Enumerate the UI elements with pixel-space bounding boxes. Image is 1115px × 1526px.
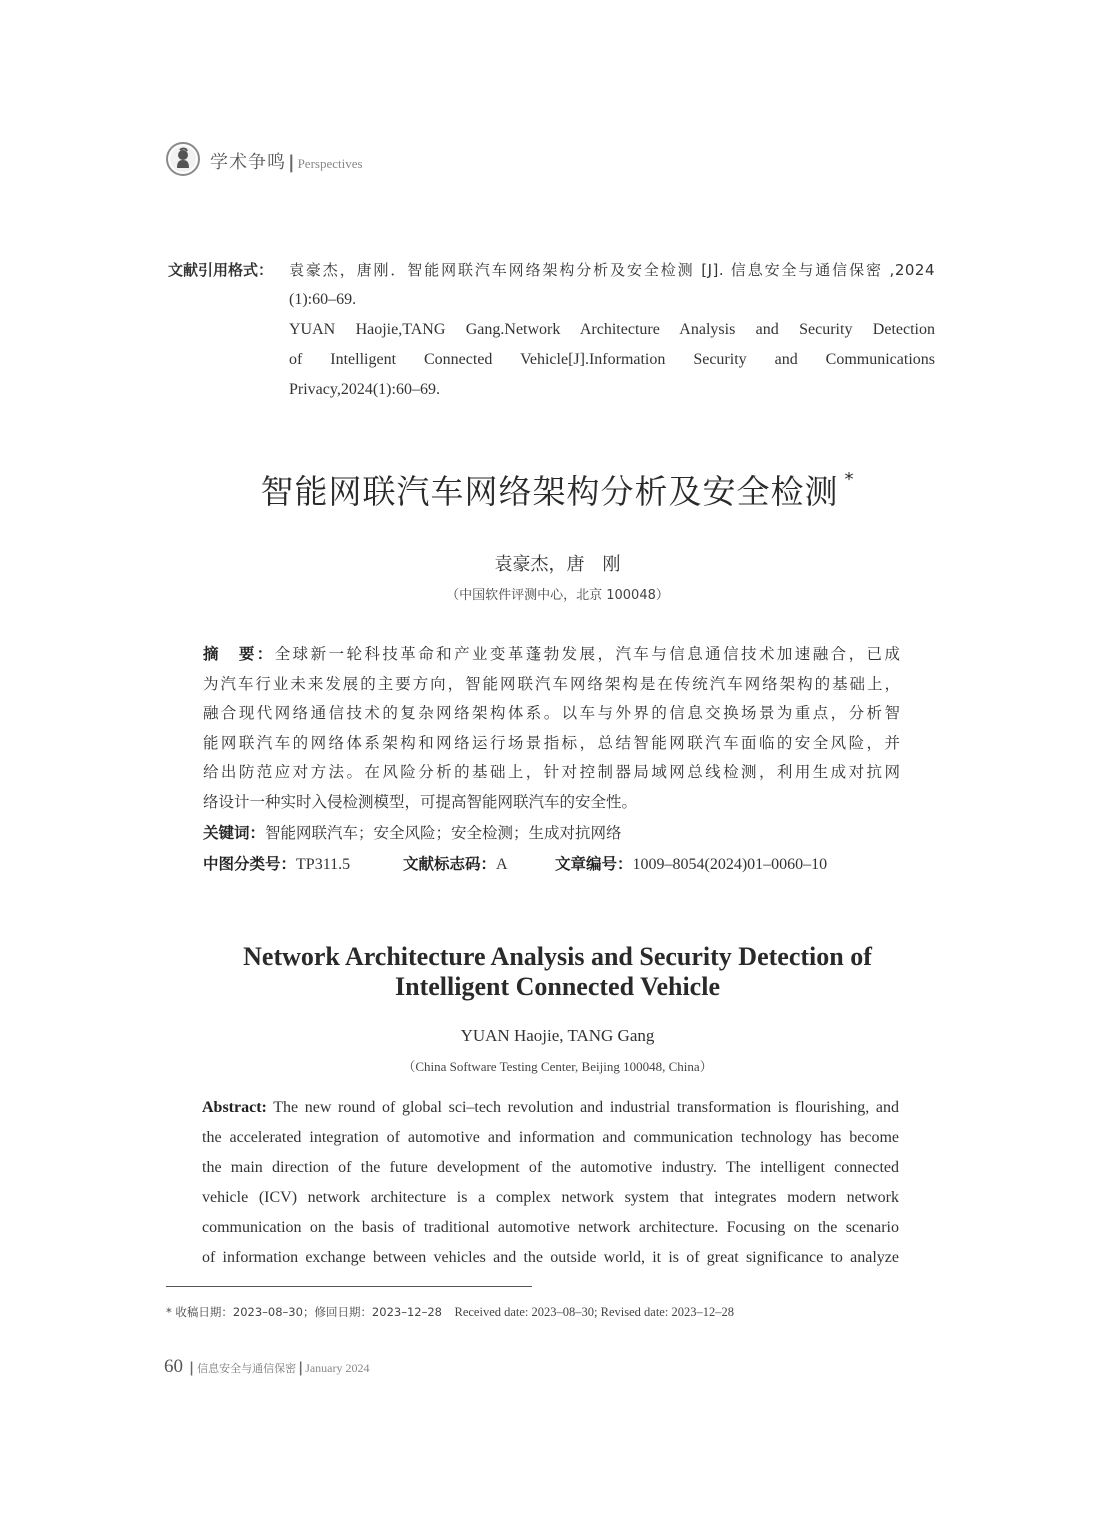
- section-name-en: Perspectives: [297, 156, 363, 171]
- journal-name: 信息安全与通信保密: [197, 1362, 297, 1375]
- clc-value: TP311.5: [296, 856, 351, 873]
- keywords-value: 智能网联汽车；安全风险；安全检测；生成对抗网络: [265, 824, 622, 842]
- affiliation-cn: （中国软件评测中心，北京 100048）: [446, 588, 669, 603]
- doc-code-value: A: [496, 856, 508, 873]
- authors-cn: 袁豪杰，唐 刚: [494, 554, 621, 575]
- abstract-en-line: of information exchange between vehicles and the outside world, it is of great significance to analyze: [202, 1249, 899, 1266]
- page-number: 60: [164, 1356, 183, 1377]
- affiliation-en: （China Software Testing Center, Beijing 100048, China）: [402, 1059, 713, 1074]
- clc-label: 中图分类号：: [203, 855, 297, 873]
- paper-title-cn-text: 智能网联汽车网络架构分析及安全检测: [260, 472, 839, 511]
- abstract-en-line: communication on the basis of traditional automotive network architecture. Focusing on the scenario: [202, 1219, 899, 1236]
- abstract-cn-line: 能网联汽车的网络体系架构和网络运行场景指标，总结智能网联汽车面临的安全风险，并: [203, 733, 900, 752]
- abstract-en-label: Abstract:: [202, 1099, 267, 1116]
- abstract-cn-text: 全球新一轮科技革命和产业变革蓬勃发展，汽车与信息通信技术加速融合，已成: [274, 645, 900, 663]
- page-footer: [164, 1356, 370, 1378]
- footer-separator: |: [298, 1360, 304, 1376]
- citation-en-line-2: of Intelligent Connected Vehicle[J].Information Security and Communications: [289, 351, 935, 368]
- citation-en-line-3: Privacy,2024(1):60–69.: [289, 381, 440, 398]
- footnote-cn: * 收稿日期：2023–08–30；修回日期：2023–12–28: [166, 1305, 442, 1319]
- paper-title-cn: [0, 466, 1115, 513]
- abstract-cn-line: 融合现代网络通信技术的复杂网络架构体系。以车与外界的信息交换场景为重点，分析智: [203, 704, 900, 722]
- scholar-bust-icon: [166, 142, 200, 176]
- abstract-cn-line: 络设计一种实时入侵检测模型，可提高智能网联汽车的安全性。: [203, 792, 638, 811]
- authors-en: YUAN Haojie, TANG Gang: [460, 1026, 655, 1045]
- doc-code-label: 文献标志码：: [403, 855, 497, 873]
- abstract-en: [202, 1093, 899, 1273]
- abstract-cn-line: 为汽车行业未来发展的主要方向，智能网联汽车网络架构是在传统汽车网络架构的基础上，: [203, 674, 900, 693]
- abstract-en-line: vehicle (ICV) network architecture is a complex network system that integrates modern network: [202, 1189, 899, 1206]
- keywords-cn: [203, 821, 622, 843]
- keywords-label: 关键词：: [203, 824, 266, 842]
- citation-block: [289, 255, 935, 405]
- document-code: [403, 852, 555, 874]
- paper-title-en-line-1: Network Architecture Analysis and Security Detection of: [243, 942, 872, 971]
- abstract-cn-line: [203, 640, 900, 670]
- section-header: [210, 148, 363, 174]
- abstract-en-line: [202, 1093, 899, 1123]
- clc-number: [203, 852, 403, 874]
- footer-separator: |: [189, 1360, 195, 1376]
- abstract-en-line: the accelerated integration of automotive and information and communication technology has become: [202, 1129, 899, 1146]
- article-number-label: 文章编号：: [555, 855, 633, 873]
- abstract-en-line: the main direction of the future development of the automotive industry. The intelligent connected: [202, 1159, 899, 1176]
- abstract-cn-label: 摘 要：: [203, 645, 275, 663]
- abstract-cn: [203, 640, 900, 817]
- title-footnote-mark: *: [844, 469, 855, 490]
- section-name-cn: 学术争鸣: [210, 152, 286, 173]
- footnote: [166, 1304, 734, 1320]
- paper-title-en: [0, 942, 1115, 1002]
- article-number: [555, 852, 827, 874]
- article-number-value: 1009–8054(2024)01–0060–10: [632, 856, 828, 873]
- abstract-en-text: The new round of global sci–tech revolution and industrial transformation is flourishing, and: [273, 1099, 900, 1116]
- citation-cn-line-2: (1):60–69.: [289, 291, 357, 308]
- paper-title-en-line-2: Intelligent Connected Vehicle: [395, 972, 720, 1001]
- citation-label: 文献引用格式：: [168, 261, 274, 279]
- issue-date: January 2024: [305, 1361, 370, 1375]
- classification-row: [203, 852, 827, 874]
- footnote-divider: [166, 1286, 532, 1287]
- footnote-en: Received date: 2023–08–30; Revised date: 2023–12–28: [454, 1305, 734, 1319]
- citation-en-line-1: YUAN Haojie,TANG Gang.Network Architecture Analysis and Security Detection: [289, 321, 935, 338]
- abstract-cn-line: 给出防范应对方法。在风险分析的基础上，针对控制器局域网总线检测，利用生成对抗网: [203, 763, 900, 781]
- citation-cn-line-1: 袁豪杰，唐刚．智能网联汽车网络架构分析及安全检测 [J]. 信息安全与通信保密 ,2024: [289, 261, 935, 279]
- section-separator: |: [288, 152, 296, 173]
